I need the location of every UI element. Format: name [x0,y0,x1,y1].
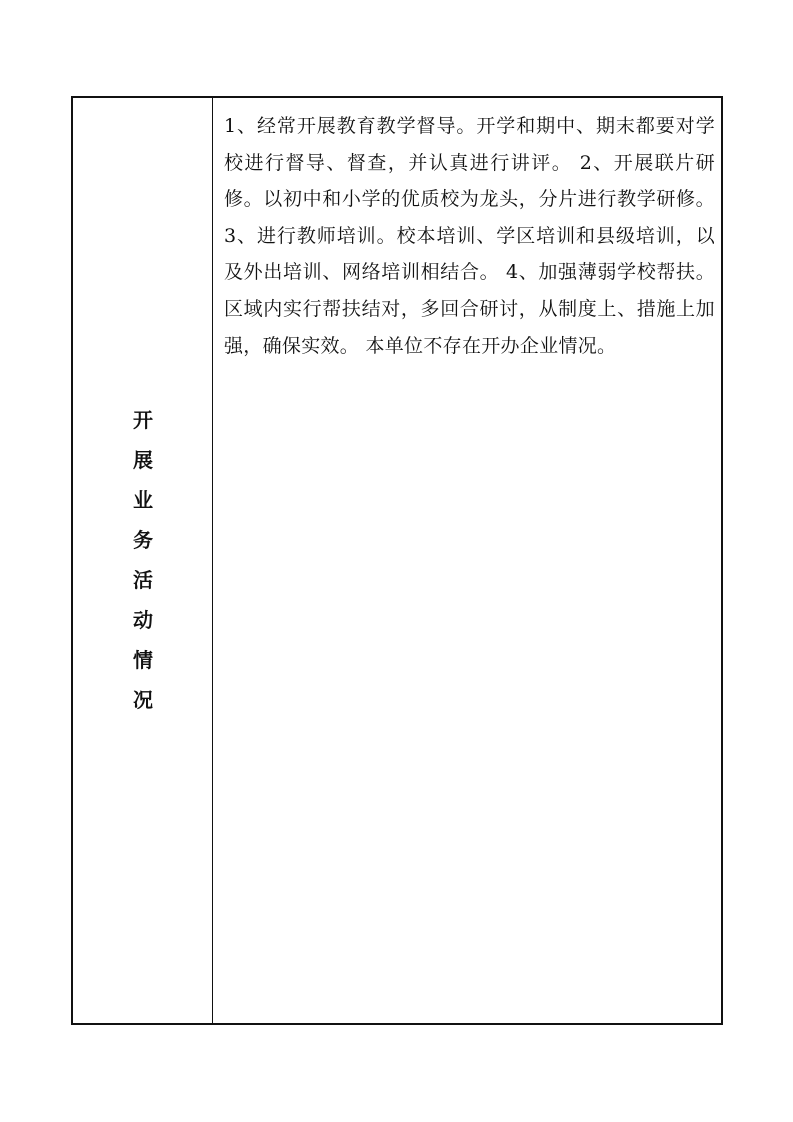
section-label-char: 务 [133,528,153,552]
section-label-char: 开 [133,408,153,432]
section-label-char: 活 [133,568,153,592]
section-label-cell [73,98,213,1023]
section-label-char: 动 [133,608,153,632]
section-label [73,400,213,720]
section-label-char: 业 [133,488,153,512]
section-label-char: 展 [133,448,153,472]
section-content-cell [214,98,721,1023]
section-label-char: 情 [133,648,153,672]
section-label-char: 况 [133,688,153,712]
section-content-text: 1、经常开展教育教学督导。开学和期中、期末都要对学校进行督导、督查，并认真进行讲评。 2、开展联片研修。以初中和小学的优质校为龙头，分片进行教学研修。 3、进行教师培训。校本培训、学区培训和县级培训，以及外出培训、网络培训相结合。 4、加强薄弱学校帮扶。区域内实行帮扶结对，多回合研讨，从制度上、措施上加强，确保实效。 本单位不存在开办企业情况。 [224,115,715,357]
business-activities-table [71,96,723,1025]
